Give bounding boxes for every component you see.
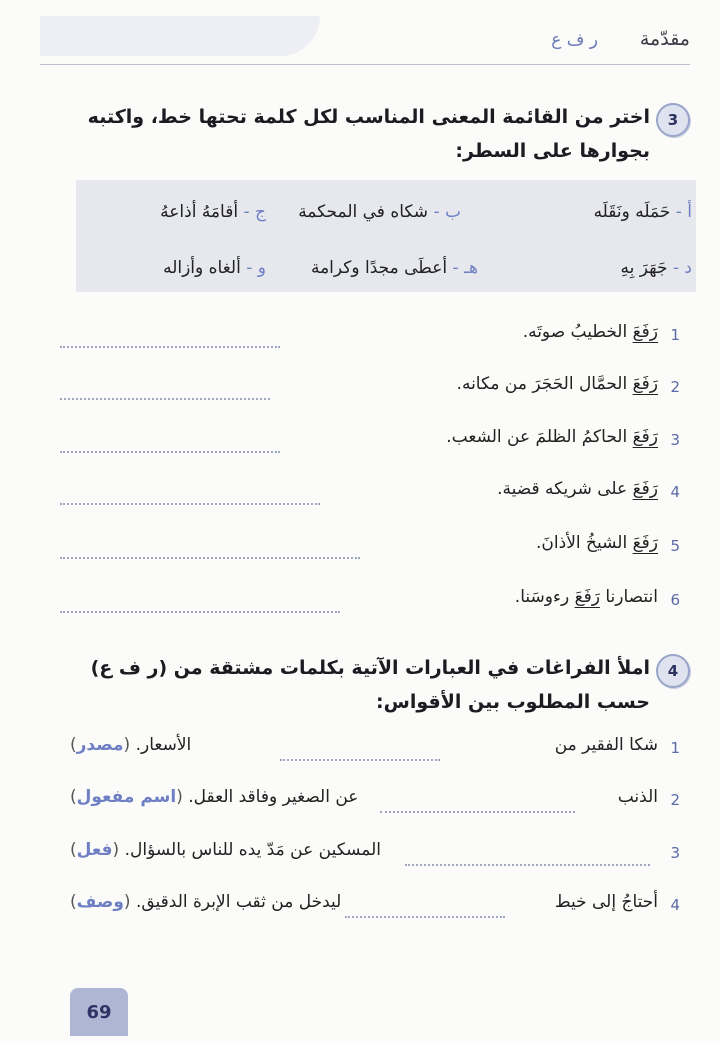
hint: فعل — [76, 840, 113, 860]
choice-letter: د - — [672, 258, 692, 278]
item-number: 3 — [670, 431, 680, 449]
item-sentence — [555, 892, 658, 912]
sentence-after: عن الصغير وفاقد العقل. — [188, 787, 359, 807]
question-3-title-line2: بجوارها على السطر: — [455, 140, 650, 162]
blank-line[interactable] — [405, 864, 650, 866]
answer-line[interactable] — [60, 611, 340, 613]
hint: وصف — [76, 892, 124, 912]
item-sentence — [497, 479, 658, 499]
choice-text: ألغاه وأزاله — [163, 258, 241, 278]
choice-letter: ج - — [243, 202, 266, 222]
item-number: 4 — [670, 483, 680, 501]
choice-letter: و - — [246, 258, 266, 278]
sentence-end: المسكين عن مَدّ يده للناس بالسؤال. (فعل) — [70, 840, 382, 860]
page-number: 69 — [70, 988, 128, 1036]
answer-line[interactable] — [60, 398, 270, 400]
sentence-rest: الخطيبُ صوتَه. — [522, 322, 633, 342]
choice-text: شكاه في المحكمة — [298, 202, 429, 222]
sentence-rest: الحاكمُ الظلمَ عن الشعب. — [446, 427, 633, 447]
item-sentence — [457, 374, 658, 394]
choice-letter: هـ - — [452, 258, 478, 278]
blank-line[interactable] — [280, 759, 440, 761]
sentence-end: ليدخل من ثقب الإبرة الدقيق. (وصف) — [70, 892, 342, 912]
item-number: 1 — [670, 326, 680, 344]
item-sentence — [536, 533, 658, 553]
choice-text: أعطَى مجدًا وكرامة — [310, 258, 448, 278]
choice-c — [160, 202, 266, 222]
underlined-word: رَفَعَ — [632, 374, 658, 394]
underlined-word: رَفَعَ — [632, 427, 658, 447]
hint: مصدر — [76, 735, 124, 755]
item-sentence — [555, 735, 658, 755]
sentence-after: ليدخل من ثقب الإبرة الدقيق. — [135, 892, 342, 912]
q3-item-1 — [60, 322, 680, 356]
choice-b — [298, 202, 461, 222]
item-number: 4 — [670, 896, 680, 914]
question-3-badge: 3 — [656, 103, 690, 137]
sentence-prefix: انتصارنا — [599, 587, 658, 607]
q3-item-2 — [60, 374, 680, 408]
header-decoration — [40, 16, 320, 56]
item-sentence — [523, 322, 658, 342]
q4-item-3 — [70, 840, 680, 874]
underlined-word: رَفَعَ — [632, 533, 658, 553]
choice-text: جَهَرَ بِهِ — [620, 258, 668, 278]
sentence-rest: على شريكه قضية. — [497, 479, 633, 499]
blank-line[interactable] — [345, 916, 505, 918]
sentence-after: المسكين عن مَدّ يده للناس بالسؤال. — [124, 840, 382, 860]
header-root: ر ف ع — [551, 30, 598, 50]
item-number: 5 — [670, 537, 680, 555]
answer-line[interactable] — [60, 451, 280, 453]
answer-line[interactable] — [60, 346, 280, 348]
q3-item-6 — [60, 587, 680, 621]
item-number: 1 — [670, 739, 680, 757]
sentence-after: الأسعار. — [135, 735, 192, 755]
underlined-word: رَفَعَ — [632, 322, 658, 342]
item-sentence — [515, 587, 658, 607]
question-4-title-line2: حسب المطلوب بين الأقواس: — [376, 691, 650, 713]
q3-item-3 — [60, 427, 680, 461]
page-header — [40, 24, 690, 65]
sentence-rest: الشيخُ الأذانَ. — [536, 533, 633, 553]
q3-item-4 — [60, 479, 680, 513]
underlined-word: رَفَعَ — [574, 587, 600, 607]
choice-letter: ب - — [433, 202, 461, 222]
q3-item-5 — [60, 533, 680, 567]
header-title: مقدّمة — [639, 28, 690, 50]
q4-item-2 — [70, 787, 680, 821]
item-number: 6 — [670, 591, 680, 609]
choice-letter: أ - — [675, 202, 692, 222]
item-number: 2 — [670, 791, 680, 809]
item-sentence — [618, 787, 658, 807]
q4-item-1 — [70, 735, 680, 769]
choice-f — [163, 258, 266, 278]
question-4-title-line1: املأ الفراغات في العبارات الآتية بكلمات مشتقة من (ر ف ع) — [90, 657, 650, 679]
hint: اسم مفعول — [76, 787, 177, 807]
choice-a — [594, 202, 692, 222]
underlined-word: رَفَعَ — [632, 479, 658, 499]
sentence-end: عن الصغير وفاقد العقل. (اسم مفعول) — [70, 787, 359, 807]
choice-d — [621, 258, 693, 278]
answer-line[interactable] — [60, 503, 320, 505]
sentence-before: شكا الفقير من — [554, 735, 658, 755]
question-3-title — [50, 100, 650, 168]
choice-text: أقامَهُ أذاعهُ — [160, 202, 239, 222]
question-3-title-line1: اختر من القائمة المعنى المناسب لكل كلمة تحتها خط، واكتبه — [87, 106, 650, 128]
question-4-badge: 4 — [656, 654, 690, 688]
blank-line[interactable] — [380, 811, 575, 813]
choice-e — [311, 258, 478, 278]
sentence-before: الذنب — [617, 787, 658, 807]
q4-item-4 — [70, 892, 680, 926]
answer-line[interactable] — [60, 557, 360, 559]
choice-text: حَمَلَه ونَقَلَه — [593, 202, 671, 222]
sentence-before: أحتاجُ إلى خيط — [554, 892, 658, 912]
item-number: 3 — [670, 844, 680, 862]
sentence-rest: الحمَّال الحَجَرَ من مكانه. — [456, 374, 633, 394]
choices-box — [76, 180, 696, 292]
item-number: 2 — [670, 378, 680, 396]
sentence-end: الأسعار. (مصدر) — [70, 735, 192, 755]
question-4-title — [50, 651, 650, 719]
item-sentence — [446, 427, 658, 447]
sentence-rest: رءوسَنا. — [514, 587, 575, 607]
